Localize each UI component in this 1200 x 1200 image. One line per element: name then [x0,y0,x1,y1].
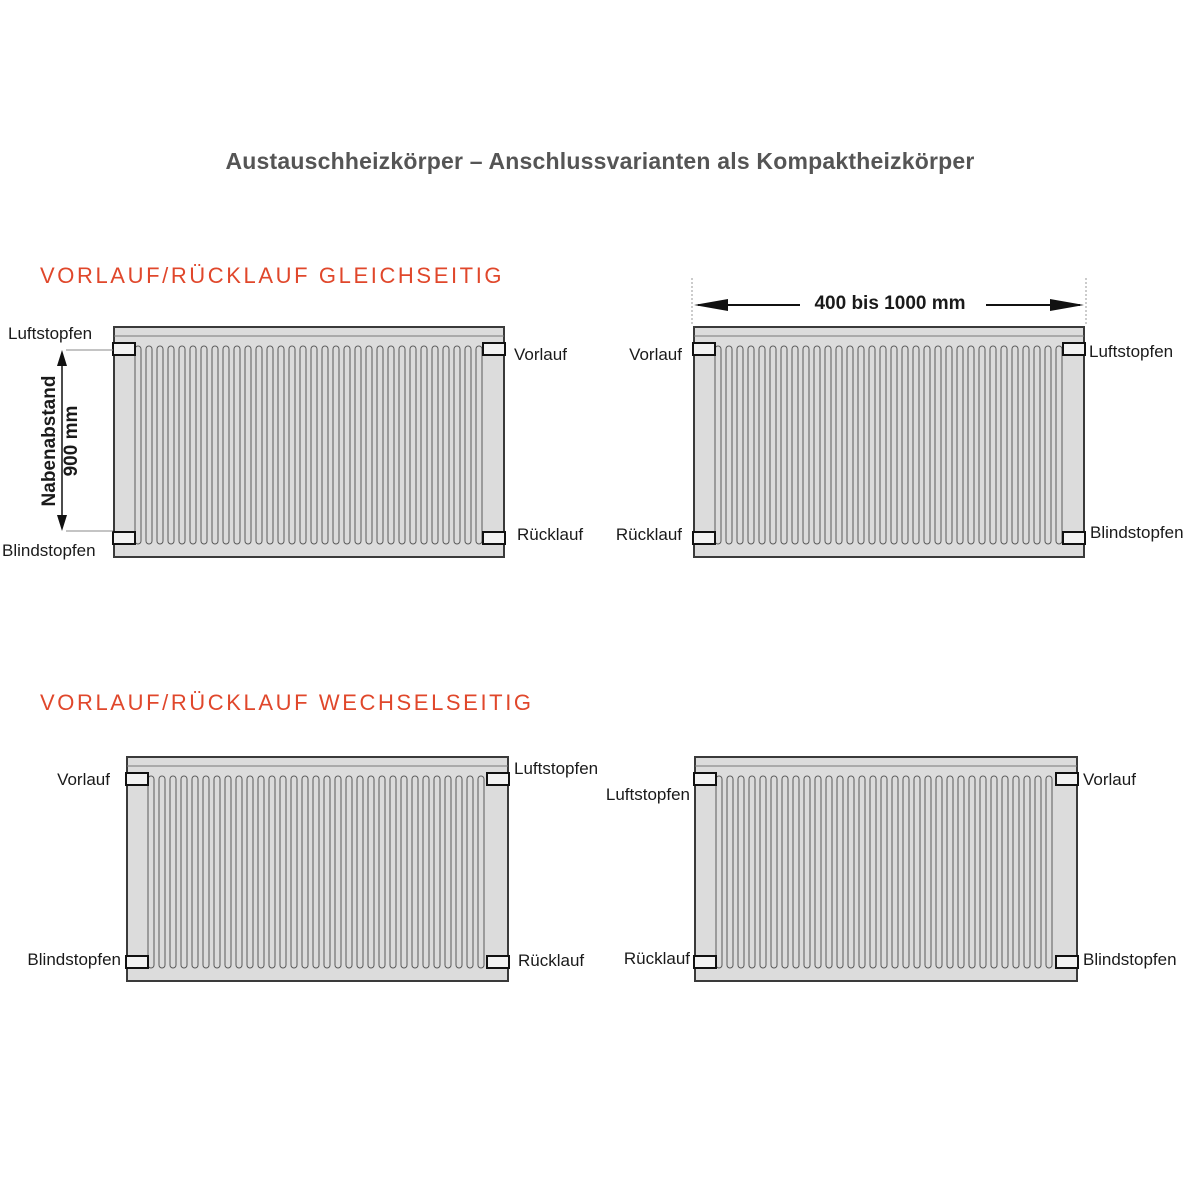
r1-bottom-left-label: Blindstopfen [2,541,96,560]
radiator-same-side-left [113,326,505,558]
connection-cap [1056,956,1078,968]
radiator-body [694,327,1084,557]
r3-bottom-left-label: Blindstopfen [27,950,121,969]
r1-top-left-label: Luftstopfen [8,324,93,343]
radiator-body [114,327,504,557]
radiator-alternate-side-right [694,756,1078,982]
connection-cap [694,956,716,968]
connection-cap [483,532,505,544]
connection-cap [1063,532,1085,544]
r4-top-right-label: Vorlauf [1083,770,1136,789]
width-range-label: 400 bis 1000 mm [814,293,966,314]
hub-distance-label [38,366,84,516]
connection-cap [126,956,148,968]
radiator-body [695,757,1077,981]
r4-bottom-right-label: Blindstopfen [1083,950,1177,969]
connection-cap [483,343,505,355]
page-title: Austauschheizkörper – Anschlussvarianten als Kompaktheizkörper [225,148,975,174]
connection-cap [693,532,715,544]
r3-top-left-label: Vorlauf [57,770,110,789]
connection-cap [126,773,148,785]
hub-distance-caption: Nabenabstand [39,375,60,507]
r2-top-left-label: Vorlauf [629,345,682,364]
connection-cap [1063,343,1085,355]
r3-bottom-right-label: Rücklauf [518,951,585,970]
connection-cap [693,343,715,355]
r4-top-left-label: Luftstopfen [605,785,690,804]
section-heading-alternate-side: VORLAUF/RÜCKLAUF WECHSELSEITIG [40,690,534,715]
radiator-alternate-side-left [126,756,509,982]
radiator-same-side-right [693,326,1085,558]
connection-cap [487,956,509,968]
hub-distance-value: 900 mm [61,405,82,477]
r2-bottom-left-label: Rücklauf [615,525,682,544]
r3-top-right-label: Luftstopfen [514,759,599,778]
r1-top-right-label: Vorlauf [514,345,567,364]
r4-bottom-left-label: Rücklauf [623,949,690,968]
r2-top-right-label: Luftstopfen [1089,342,1174,361]
connection-cap [1056,773,1078,785]
connection-cap [487,773,509,785]
section-heading-same-side: VORLAUF/RÜCKLAUF GLEICHSEITIG [40,263,505,288]
r1-bottom-right-label: Rücklauf [517,525,584,544]
connection-cap [694,773,716,785]
r2-bottom-right-label: Blindstopfen [1090,523,1184,542]
